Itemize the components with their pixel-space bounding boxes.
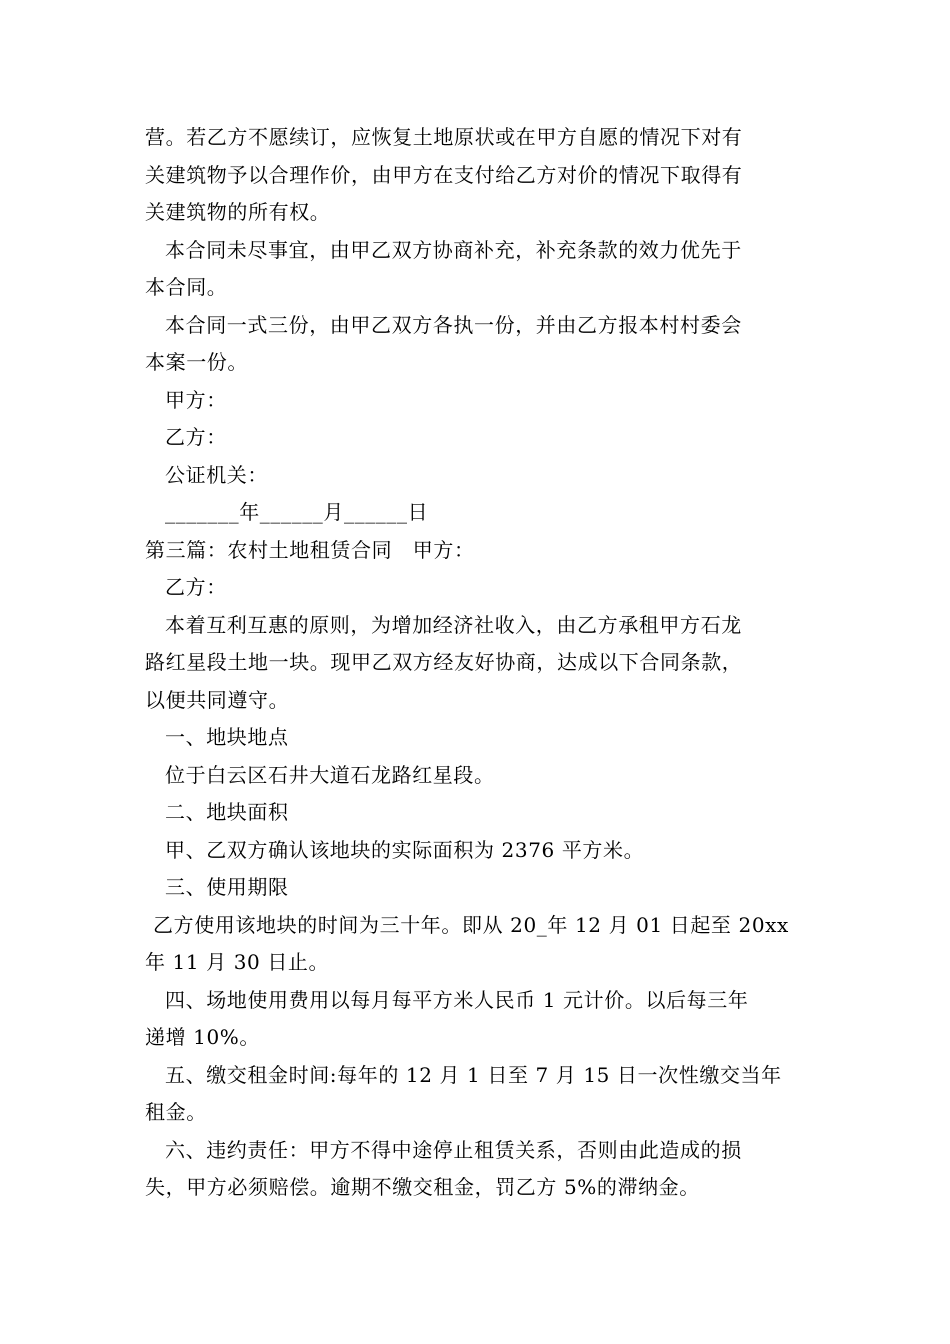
party-b-label: 乙方：: [165, 425, 227, 449]
date-blank-line: _______年______月______日: [165, 500, 429, 524]
text-line: 营。若乙方不愿续订，应恢复土地原状或在甲方自愿的情况下对有: [145, 125, 743, 149]
text-line: 本案一份。: [145, 350, 248, 374]
text-line: 路红星段土地一块。现甲乙双方经友好协商，达成以下合同条款，: [145, 650, 743, 674]
text-line: 六、违约责任：甲方不得中途停止租赁关系，否则由此造成的损: [165, 1137, 742, 1162]
section-heading: 第三篇：农村土地租赁合同 甲方：: [145, 537, 475, 562]
text-line: 乙方使用该地块的时间为三十年。即从 20_年 12 月 01 日起至 20xx: [153, 912, 789, 937]
text-line: 本着互利互惠的原则，为增加经济社收入，由乙方承租甲方石龙: [165, 612, 742, 637]
text-line: 四、场地使用费用以每月每平方米人民币 1 元计价。以后每三年: [165, 987, 749, 1012]
text-line: 本合同。: [145, 275, 228, 299]
text-line: 租金。: [145, 1100, 207, 1124]
text-line: 失，甲方必须赔偿。逾期不缴交租金，罚乙方 5%的滞纳金。: [145, 1175, 700, 1199]
text-line: 五、缴交租金时间:每年的 12 月 1 日至 7 月 15 日一次性缴交当年: [165, 1062, 782, 1087]
clause-heading: 三、使用期限: [165, 875, 289, 899]
text-line: 以便共同遵守。: [145, 687, 290, 712]
party-b-label: 乙方：: [165, 575, 227, 599]
clause-heading: 一、地块地点: [165, 725, 289, 749]
text-line: 本合同一式三份，由甲乙双方各执一份，并由乙方报本村村委会: [165, 312, 742, 337]
text-line: 本合同未尽事宜，由甲乙双方协商补充，补充条款的效力优先于: [165, 237, 742, 262]
text-line: 位于白云区石井大道石龙路红星段。: [165, 762, 495, 787]
text-line: 甲、乙双方确认该地块的实际面积为 2376 平方米。: [165, 837, 645, 862]
notary-label: 公证机关：: [165, 462, 268, 487]
text-line: 关建筑物的所有权。: [145, 200, 331, 224]
text-line: 关建筑物予以合理作价，由甲方在支付给乙方对价的情况下取得有: [145, 162, 743, 187]
text-line: 递增 10%。: [145, 1025, 261, 1049]
document-body: [145, 119, 810, 1207]
party-a-label: 甲方：: [165, 387, 227, 412]
text-line: 年 11 月 30 日止。: [145, 950, 330, 974]
clause-heading: 二、地块面积: [165, 800, 289, 824]
